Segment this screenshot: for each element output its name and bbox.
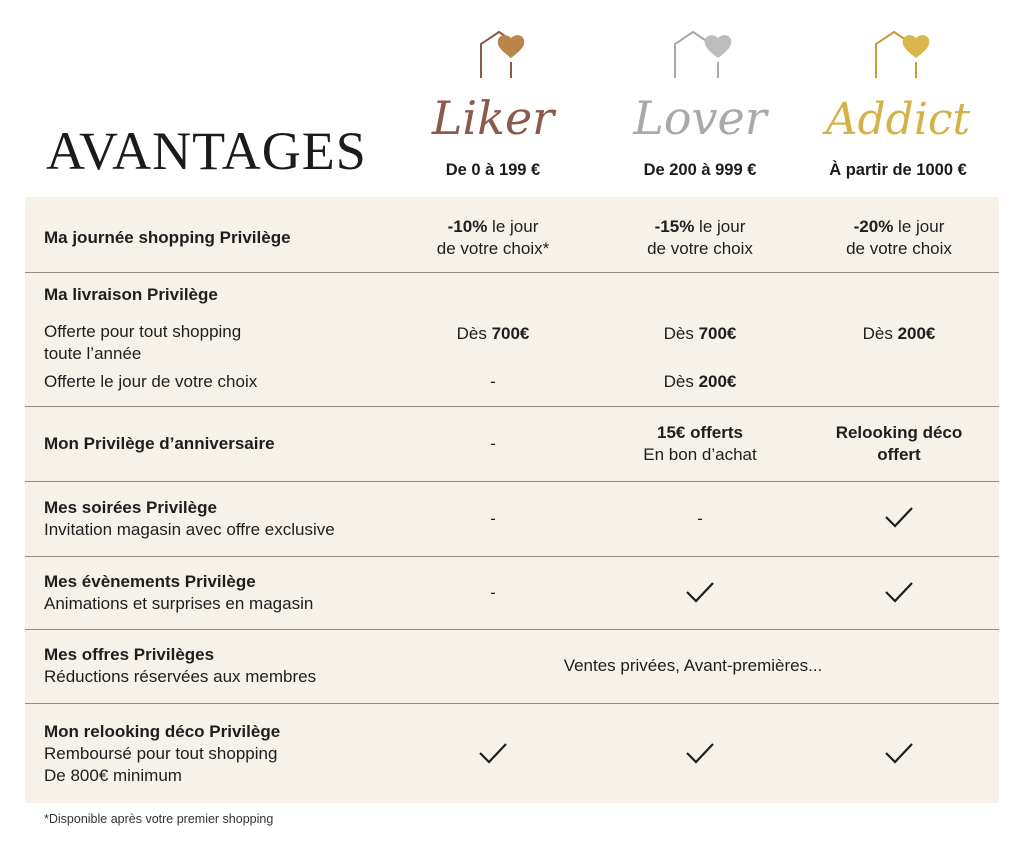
row-sublabel: Offerte le jour de votre choix <box>44 372 258 391</box>
addict-value: -20% le jour de votre choix <box>846 217 952 258</box>
row-sublabel: Animations et surprises en magasin <box>44 594 314 613</box>
row-label: Ma journée shopping Privilège <box>44 228 291 247</box>
liker-value <box>393 740 593 766</box>
check-icon <box>684 740 716 766</box>
addict-value <box>799 504 999 530</box>
row-label: Mes soirées Privilège <box>44 498 217 517</box>
addict-value: Dès 200€ <box>862 324 936 343</box>
lover-value: Dès 200€ <box>663 372 737 391</box>
table-row <box>25 630 999 704</box>
table-row <box>25 704 999 803</box>
tier-name: Liker <box>431 91 555 145</box>
check-icon <box>883 740 915 766</box>
heart-icon <box>903 35 930 58</box>
addict-value <box>799 579 999 605</box>
liker-value: - <box>490 372 496 391</box>
row-sublabel: Invitation magasin avec offre exclusive <box>44 520 335 539</box>
lover-value: 15€ offerts En bon d’achat <box>643 423 757 464</box>
liker-value: -10% le jour de votre choix* <box>436 217 550 258</box>
benefits-table <box>25 197 999 803</box>
addict-logo <box>798 26 998 151</box>
tier-range: De 200 à 999 € <box>643 161 757 179</box>
row-label: Ma livraison Privilège <box>44 285 218 304</box>
lover-value: -15% le jour de votre choix <box>647 217 753 258</box>
lover-value: - <box>697 509 703 528</box>
liker-value: Dès 700€ <box>456 324 530 343</box>
row-sublabel: Offerte pour tout shopping toute l’année <box>44 322 242 363</box>
tier-range: À partir de 1000 € <box>829 161 967 179</box>
row-sublabel: Remboursé pour tout shopping <box>44 744 278 763</box>
liker-value: - <box>490 583 496 602</box>
row-label: Mes évènements Privilège <box>44 572 256 591</box>
row-sublabel: De 800€ minimum <box>44 766 182 785</box>
tier-liker <box>393 26 593 179</box>
tier-name: Addict <box>825 94 971 145</box>
row-label: Mon relooking déco Privilège <box>44 722 281 741</box>
row-sublabel: Réductions réservées aux membres <box>44 667 317 686</box>
page-title: AVANTAGES <box>46 121 367 181</box>
liker-logo <box>393 26 593 151</box>
tier-lover <box>600 26 800 179</box>
heart-icon <box>498 35 525 58</box>
tier-name: Lover <box>633 91 767 145</box>
tier-addict <box>798 26 998 179</box>
liker-value: - <box>490 509 496 528</box>
heart-icon <box>705 35 732 58</box>
table-row <box>25 482 999 557</box>
lover-value <box>600 579 800 605</box>
lover-value: Dès 700€ <box>663 324 737 343</box>
table-row <box>25 557 999 630</box>
liker-value: - <box>490 434 496 453</box>
check-icon <box>883 579 915 605</box>
lover-value <box>600 740 800 766</box>
row-label: Mes offres Privilèges <box>44 645 215 664</box>
row-label: Mon Privilège d’anniversaire <box>44 434 275 453</box>
table-row <box>25 407 999 482</box>
check-icon <box>684 579 716 605</box>
footnote: *Disponible après votre premier shopping <box>44 812 274 826</box>
lover-logo <box>600 26 800 151</box>
addict-value <box>799 740 999 766</box>
table-row <box>25 273 999 407</box>
addict-value: Relooking déco offert <box>835 423 963 464</box>
check-icon <box>883 504 915 530</box>
all-tiers-value: Ventes privées, Avant-premières... <box>563 656 823 675</box>
table-row <box>25 197 999 273</box>
check-icon <box>477 740 509 766</box>
tier-range: De 0 à 199 € <box>445 161 541 179</box>
